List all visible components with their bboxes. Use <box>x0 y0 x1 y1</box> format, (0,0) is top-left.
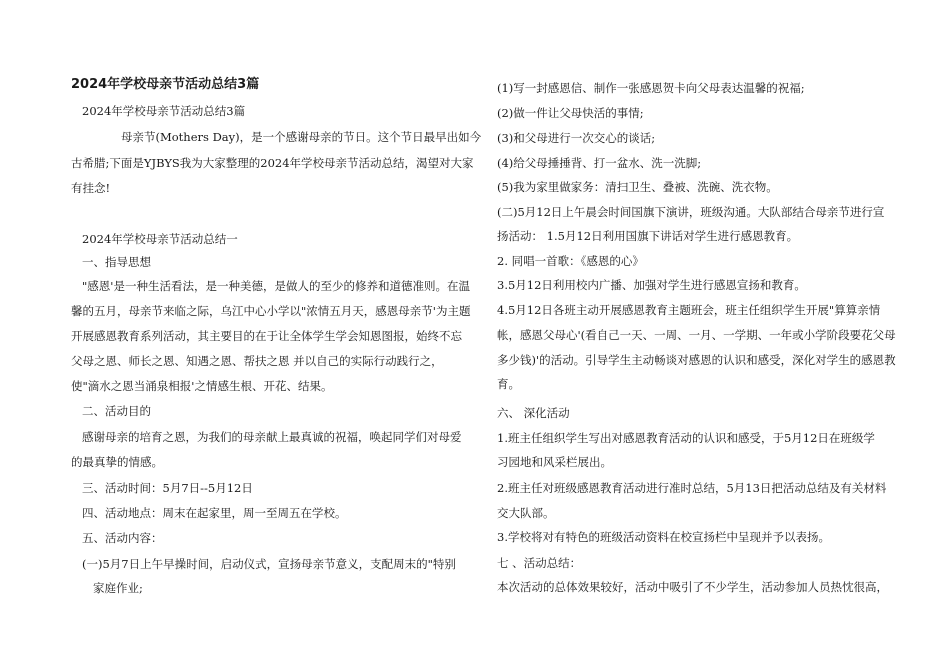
section-heading: 六、 深化活动 <box>497 406 570 420</box>
paragraph-line: 2.班主任对班级感恩教育活动进行准时总结，5月13日把活动总结及有关材料 <box>497 481 887 495</box>
document-title: 2024年学校母亲节活动总结3篇 <box>71 77 260 92</box>
paragraph-line: 多少钱)'的活动。引导学生主动畅谈对感恩的认识和感受，深化对学生的感恩教 <box>497 353 896 367</box>
paragraph-line: 使"滴水之恩当涌泉相报'之情感生根、开花、结果。 <box>71 379 333 393</box>
intro-line: 母亲节(Mothers Day)，是一个感谢母亲的节日。这个节日最早出如今 <box>121 130 482 144</box>
paragraph-line: 帐，感恩父母心'(看自己一天、一周、一月、一学期、一年或小学阶段要花父母 <box>497 328 896 342</box>
subtitle-line: 2024年学校母亲节活动总结3篇 <box>82 104 246 118</box>
paragraph-line: 习园地和风采栏展出。 <box>497 455 612 469</box>
paragraph-line: 3.5月12日利用校内广播、加强对学生进行感恩宣扬和教育。 <box>497 278 806 292</box>
section-heading: 二、活动目的 <box>82 404 151 418</box>
paragraph-line: 的最真挚的情感。 <box>71 455 163 469</box>
section-heading: 七 、活动总结： <box>497 556 582 570</box>
paragraph-line: (一)5月7日上午早操时间，启动仪式，宣扬母亲节意义，支配周末的"特别 <box>82 557 456 571</box>
paragraph-line: 感谢母亲的培育之恩，为我们的母亲献上最真诚的祝福，唤起同学们对母爱 <box>82 430 462 444</box>
paragraph-line: "感恩'是一种生活看法，是一种美德，是做人的至少的修养和道德准则。在温 <box>82 279 470 293</box>
paragraph-line: 4.5月12日各班主动开展感恩教育主题班会，班主任组织学生开展"算算亲情 <box>497 303 881 317</box>
paragraph-line: 家庭作业; <box>93 581 143 595</box>
intro-line: 有挂念! <box>71 181 111 195</box>
section-heading: 一、指导思想 <box>82 255 151 269</box>
paragraph-line: 开展感恩教育系列活动，其主要目的在于让全体学生学会知恩图报，始终不忘 <box>71 329 462 343</box>
paragraph-line: 2. 同唱一首歌：《感恩的心》 <box>497 254 644 268</box>
list-item: (2)做一件让父母快活的事情; <box>497 106 644 120</box>
section-heading: 五、活动内容： <box>82 531 163 545</box>
list-item: (4)给父母捶捶背、打一盆水、洗一洗脚; <box>497 156 702 170</box>
paragraph-line: 交大队部。 <box>497 506 555 520</box>
paragraph-line: 三、活动时间：5月7日--5月12日 <box>82 481 253 495</box>
section-heading: 2024年学校母亲节活动总结一 <box>82 232 238 246</box>
paragraph-line: (二)5月12日上午晨会时间国旗下演讲，班级沟通。大队部结合母亲节进行宣 <box>497 205 885 219</box>
paragraph-line: 1.班主任组织学生写出对感恩教育活动的认识和感受，于5月12日在班级学 <box>497 431 875 445</box>
intro-line: 古希腊;下面是YJBYS我为大家整理的2024年学校母亲节活动总结，渴望对大家 <box>71 156 474 170</box>
paragraph-line: 本次活动的总体效果较好，活动中吸引了不少学生，活动参加人员热忱很高， <box>497 580 888 594</box>
paragraph-line: 3.学校将对有特色的班级活动资料在校宣扬栏中呈现并予以表扬。 <box>497 530 830 544</box>
paragraph-line: 四、活动地点：周末在起家里，周一至周五在学校。 <box>82 506 347 520</box>
paragraph-line: 馨的五月，母亲节来临之际，乌江中心小学以"浓情五月天，感恩母亲节'为主题 <box>71 304 471 318</box>
paragraph-line: 父母之恩、师长之恩、知遇之恩、帮扶之恩 并以自己的实际行动践行之， <box>71 354 443 368</box>
list-item: (1)写一封感恩信、制作一张感恩贺卡向父母表达温馨的祝福; <box>497 81 805 95</box>
list-item: (3)和父母进行一次交心的谈话; <box>497 131 656 145</box>
paragraph-line: 扬活动： 1.5月12日利用国旗下讲话对学生进行感恩教育。 <box>497 229 799 243</box>
paragraph-line: 育。 <box>497 377 520 391</box>
list-item: (5)我为家里做家务：清扫卫生、叠被、洗碗、洗衣物。 <box>497 180 778 194</box>
